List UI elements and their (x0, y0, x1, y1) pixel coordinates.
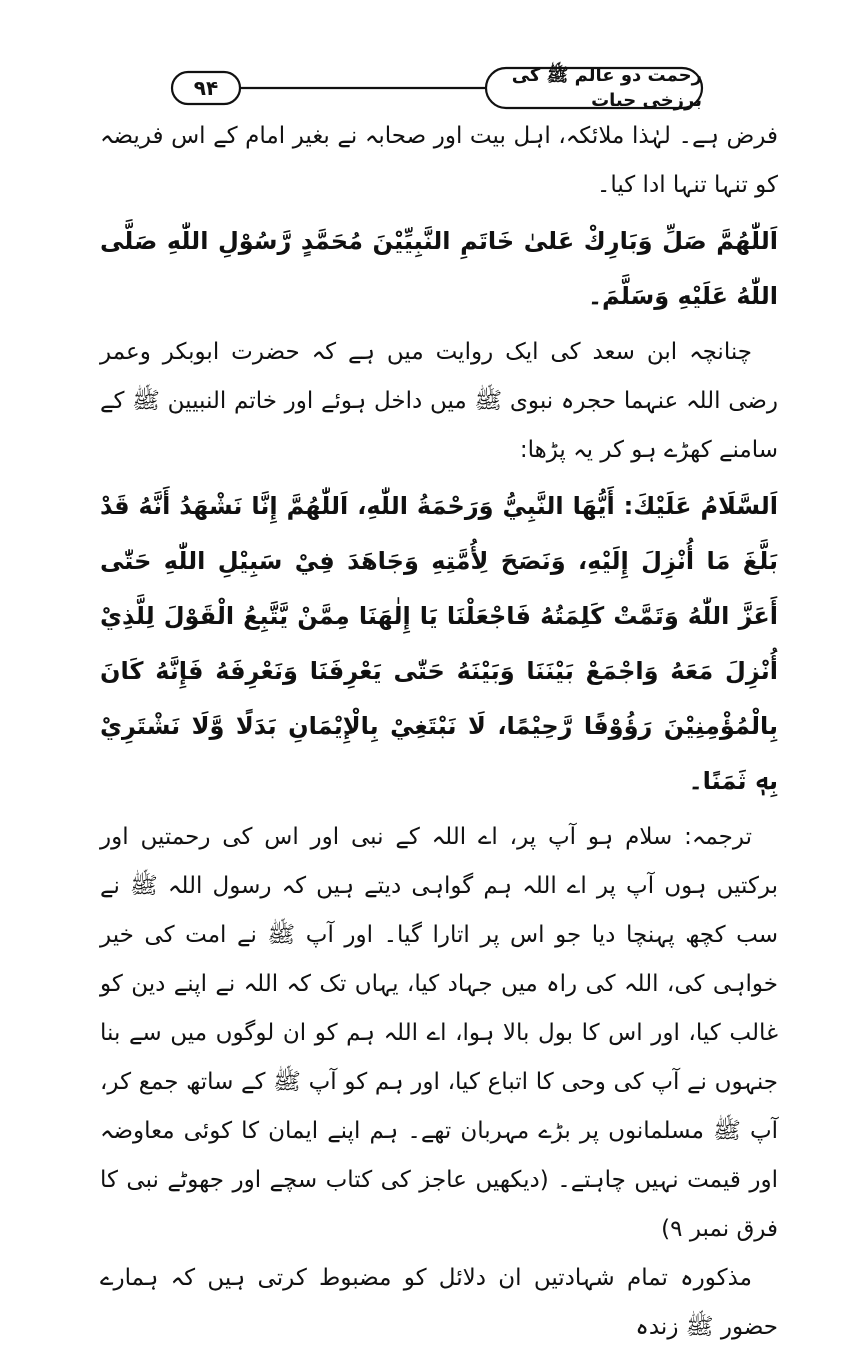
paragraph-narration: چنانچہ ابن سعد کی ایک روایت میں ہے کہ حضرت ابوبکر وعمر رضی اللہ عنہما حجرہ نبوی ﷺ میں داخل ہوئے اور خاتم النبیین ﷺ کے سامنے کھڑے ہو کر یہ پڑھا: (100, 339, 778, 463)
page-number: ۹۴ (193, 76, 219, 100)
paragraph-intro: فرض ہے۔ لہٰذا ملائکہ، اہل بیت اور صحابہ نے بغیر امام کے اس فریضہ کو تنہا تنہا ادا کیا۔ (100, 123, 778, 198)
arabic-salam: اَلسَّلَامُ عَلَيْكَ: أَيُّهَا النَّبِيُّ وَرَحْمَةُ اللّٰهِ، اَللّٰهُمَّ إِنَّا نَشْهَدُ أَنَّهُ قَدْ بَلَّغَ مَا أُنْزِلَ إِلَيْهِ، وَنَصَحَ لِأُمَّتِهِ وَجَاهَدَ فِيْ سَبِيْلِ اللّٰهِ حَتّٰى أَعَزَّ اللّٰهُ وَتَمَّتْ كَلِمَتُهُ فَاجْعَلْنَا يَا إِلٰهَنَا مِمَّنْ يَّتَّبِعُ الْقَوْلَ لِلَّذِيْ أُنْزِلَ مَعَهُ وَاجْمَعْ بَيْنَنَا وَبَيْنَهُ حَتّٰى يَعْرِفَنَا وَنَعْرِفَهُ فَإِنَّهُ كَانَ بِالْمُؤْمِنِيْنَ رَؤُوْفًا رَّحِيْمًا، لَا نَبْتَغِيْ بِالْإِيْمَانِ بَدَلًا وَّلَا نَشْتَرِيْ بِهٖ ثَمَنًا۔ (100, 492, 778, 795)
paragraph-conclusion: مذکورہ تمام شہادتیں ان دلائل کو مضبوط کرتی ہیں کہ ہمارے حضور ﷺ زندہ (100, 1265, 778, 1340)
arabic-durood: اَللّٰهُمَّ صَلِّ وَبَارِكْ عَلىٰ خَاتَمِ النَّبِيِّيْنَ مُحَمَّدٍ رَّسُوْلِ اللّٰهِ صَلَّى اللّٰهُ عَلَيْهِ وَسَلَّمَ۔ (100, 227, 778, 310)
running-title: رحمت دو عالم ﷺ کی برزخی حیات (511, 64, 702, 111)
page-body (100, 112, 778, 1352)
page-header (158, 64, 706, 112)
paragraph-translation: ترجمہ: سلام ہو آپ پر، اے اللہ کے نبی اور اس کی رحمتیں اور برکتیں ہوں آپ پر اے اللہ ہم گواہی دیتے ہیں کہ رسول اللہ ﷺ نے سب کچھ پہنچا دیا جو اس پر اتارا گیا۔ اور آپ ﷺ نے امت کی خیر خواہی کی، اللہ کی راہ میں جہاد کیا، یہاں تک کہ اللہ نے اپنے دین کو غالب کیا، اور اس کا بول بالا ہوا، اے اللہ ہم کو ان لوگوں میں سے بنا جنہوں نے آپ کی وحی کا اتباع کیا، اور ہم کو آپ ﷺ کے ساتھ جمع کر، آپ ﷺ مسلمانوں پر بڑے مہربان تھے۔ ہم اپنے ایمان کا کوئی معاوضہ اور قیمت نہیں چاہتے۔ (دیکھیں عاجز کی کتاب سچے اور جھوٹے نبی کا فرق نمبر ۹) (100, 824, 778, 1242)
